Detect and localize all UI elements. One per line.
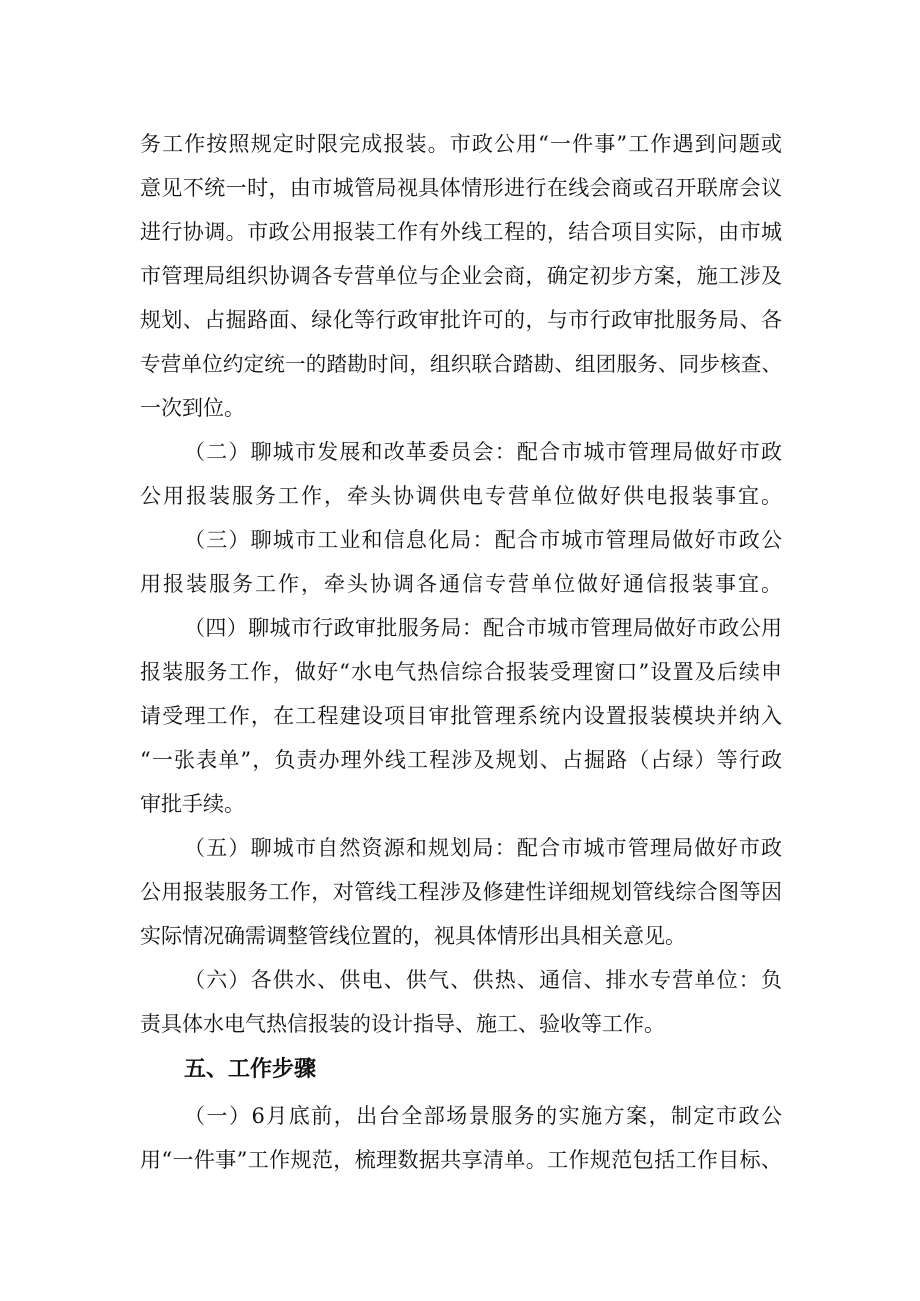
paragraph-line: 审批手续。 xyxy=(140,792,245,816)
paragraph-line: 专营单位约定统一的踏勘时间，组织联合踏勘、组团服务、同步核查、 xyxy=(140,352,782,376)
paragraph-line: 公用报装服务工作，对管线工程涉及修建性详细规划管线综合图等因 xyxy=(140,880,782,904)
paragraph-line: 报装服务工作，做好“水电气热信综合报装受理窗口”设置及后续申 xyxy=(140,660,782,684)
paragraph-line: 进行协调。市政公用报装工作有外线工程的，结合项目实际，由市城 xyxy=(140,220,782,244)
paragraph-line: 用报装服务工作，牵头协调各通信专营单位做好通信报装事宜。 xyxy=(140,572,782,596)
paragraph-line: （二）聊城市发展和改革委员会：配合市城市管理局做好市政 xyxy=(184,440,782,464)
section-heading: 五、工作步骤 xyxy=(184,1057,317,1082)
paragraph-line: 一次到位。 xyxy=(140,396,245,420)
paragraph-line: （四）聊城市行政审批服务局：配合市城市管理局做好市政公用 xyxy=(184,616,782,640)
paragraph-line: “一张表单”，负责办理外线工程涉及规划、占掘路（占绿）等行政 xyxy=(140,748,782,772)
paragraph-line: 责具体水电气热信报装的设计指导、施工、验收等工作。 xyxy=(140,1012,665,1036)
paragraph-line: 实际情况确需调整管线位置的，视具体情形出具相关意见。 xyxy=(140,924,686,948)
paragraph-line: 请受理工作，在工程建设项目审批管理系统内设置报装模块并纳入 xyxy=(140,704,782,728)
paragraph-line: （一）6月底前，出台全部场景服务的实施方案，制定市政公 xyxy=(184,1104,782,1128)
paragraph-line: 用“一件事”工作规范，梳理数据共享清单。工作规范包括工作目标、 xyxy=(140,1148,782,1172)
paragraph-line: 务工作按照规定时限完成报装。市政公用“一件事”工作遇到问题或 xyxy=(140,132,782,156)
paragraph-line: 市管理局组织协调各专营单位与企业会商，确定初步方案，施工涉及 xyxy=(140,264,782,288)
paragraph-line: 公用报装服务工作，牵头协调供电专营单位做好供电报装事宜。 xyxy=(140,484,782,508)
paragraph-line: （五）聊城市自然资源和规划局：配合市城市管理局做好市政 xyxy=(184,836,782,860)
paragraph-line: （三）聊城市工业和信息化局：配合市城市管理局做好市政公 xyxy=(184,528,782,552)
paragraph-line: 规划、占掘路面、绿化等行政审批许可的，与市行政审批服务局、各 xyxy=(140,308,782,332)
paragraph-line: 意见不统一时，由市城管局视具体情形进行在线会商或召开联席会议 xyxy=(140,176,782,200)
paragraph-line: （六）各供水、供电、供气、供热、通信、排水专营单位：负 xyxy=(184,968,782,992)
